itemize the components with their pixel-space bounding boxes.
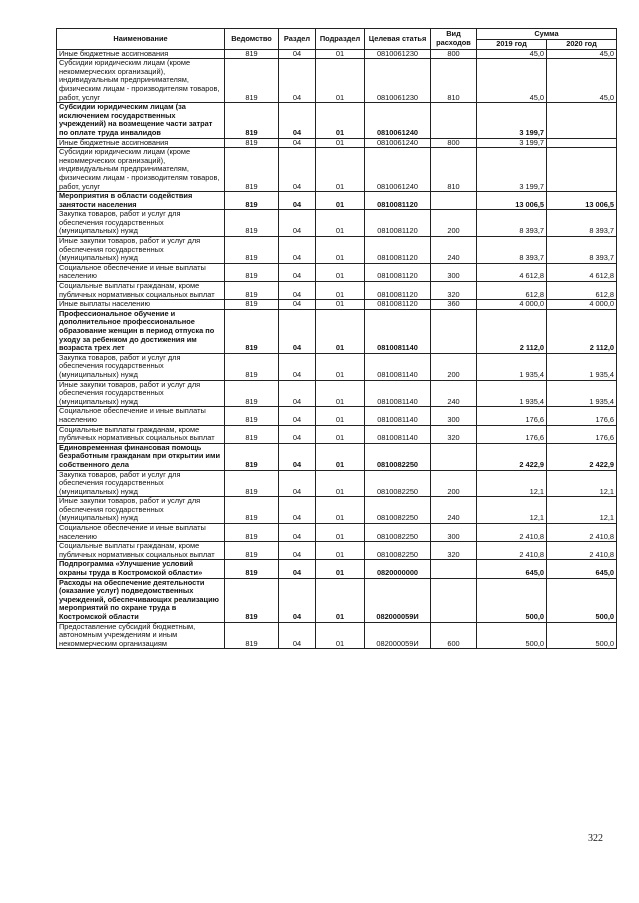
row-celevaya-statya: 0810081120 <box>365 282 431 300</box>
row-sum-2019: 8 393,7 <box>477 210 547 237</box>
row-name: Расходы на обеспечение деятельности (оказание услуг) подведомственных учреждений, обеспечивающих реализацию мероприятий по охране труда в Костромской области <box>57 578 225 622</box>
row-sum-2019: 45,0 <box>477 59 547 103</box>
row-sum-2020 <box>547 103 617 138</box>
row-sum-2019: 2 112,0 <box>477 309 547 353</box>
table-row <box>57 192 617 210</box>
row-podrazdel: 01 <box>316 237 365 264</box>
row-vid-rashodov: 800 <box>431 49 477 59</box>
row-razdel: 04 <box>279 497 316 524</box>
row-razdel: 04 <box>279 210 316 237</box>
table-row <box>57 622 617 649</box>
row-sum-2020: 12,1 <box>547 497 617 524</box>
row-podrazdel: 01 <box>316 282 365 300</box>
row-sum-2020: 13 006,5 <box>547 192 617 210</box>
row-razdel: 04 <box>279 148 316 192</box>
row-sum-2019: 4 000,0 <box>477 300 547 310</box>
row-vid-rashodov: 240 <box>431 380 477 407</box>
row-sum-2020: 2 410,8 <box>547 524 617 542</box>
table-row <box>57 380 617 407</box>
row-sum-2019: 3 199,7 <box>477 138 547 148</box>
table-row <box>57 353 617 380</box>
row-podrazdel: 01 <box>316 353 365 380</box>
row-name: Подпрограмма «Улучшение условий охраны труда в Костромской области» <box>57 560 225 578</box>
header-year-2020: 2020 год <box>547 40 617 50</box>
row-vid-rashodov: 200 <box>431 210 477 237</box>
row-vedomstvo: 819 <box>225 237 279 264</box>
row-podrazdel: 01 <box>316 210 365 237</box>
row-vedomstvo: 819 <box>225 542 279 560</box>
header-summa: Сумма <box>477 29 617 40</box>
row-podrazdel: 01 <box>316 560 365 578</box>
row-name: Социальные выплаты гражданам, кроме публичных нормативных социальных выплат <box>57 425 225 443</box>
row-celevaya-statya: 0810061230 <box>365 59 431 103</box>
row-sum-2019: 45,0 <box>477 49 547 59</box>
row-sum-2019: 13 006,5 <box>477 192 547 210</box>
row-sum-2020: 4 000,0 <box>547 300 617 310</box>
row-celevaya-statya: 0810082250 <box>365 497 431 524</box>
row-sum-2020: 500,0 <box>547 622 617 649</box>
row-vedomstvo: 819 <box>225 263 279 281</box>
row-razdel: 04 <box>279 425 316 443</box>
table-row <box>57 407 617 425</box>
row-vid-rashodov: 810 <box>431 59 477 103</box>
row-vid-rashodov <box>431 103 477 138</box>
row-vid-rashodov: 600 <box>431 622 477 649</box>
row-celevaya-statya: 0810061240 <box>365 138 431 148</box>
row-sum-2019: 612,8 <box>477 282 547 300</box>
row-podrazdel: 01 <box>316 497 365 524</box>
row-celevaya-statya: 0810082250 <box>365 443 431 470</box>
row-celevaya-statya: 0810081120 <box>365 237 431 264</box>
row-vid-rashodov: 240 <box>431 497 477 524</box>
row-celevaya-statya: 0810081140 <box>365 309 431 353</box>
row-sum-2019: 8 393,7 <box>477 237 547 264</box>
row-name: Единовременная финансовая помощь безработным гражданам при открытии ими собственного дела <box>57 443 225 470</box>
table-row <box>57 263 617 281</box>
row-celevaya-statya: 0820000000 <box>365 560 431 578</box>
row-vid-rashodov: 300 <box>431 407 477 425</box>
row-podrazdel: 01 <box>316 470 365 497</box>
row-name: Субсидии юридическим лицам (за исключением государственных учреждений) на возмещение части затрат по оплате труда инвалидов <box>57 103 225 138</box>
row-podrazdel: 01 <box>316 192 365 210</box>
row-razdel: 04 <box>279 300 316 310</box>
row-vid-rashodov <box>431 578 477 622</box>
row-vid-rashodov <box>431 560 477 578</box>
row-sum-2019: 1 935,4 <box>477 353 547 380</box>
row-vid-rashodov: 320 <box>431 425 477 443</box>
row-vid-rashodov: 300 <box>431 524 477 542</box>
row-sum-2019: 3 199,7 <box>477 148 547 192</box>
row-podrazdel: 01 <box>316 425 365 443</box>
table-row <box>57 210 617 237</box>
row-name: Иные бюджетные ассигнования <box>57 49 225 59</box>
row-vedomstvo: 819 <box>225 192 279 210</box>
row-razdel: 04 <box>279 622 316 649</box>
row-vedomstvo: 819 <box>225 59 279 103</box>
table-row <box>57 497 617 524</box>
row-razdel: 04 <box>279 138 316 148</box>
row-vedomstvo: 819 <box>225 300 279 310</box>
row-vedomstvo: 819 <box>225 560 279 578</box>
row-sum-2020: 612,8 <box>547 282 617 300</box>
row-razdel: 04 <box>279 49 316 59</box>
row-vid-rashodov <box>431 192 477 210</box>
row-razdel: 04 <box>279 353 316 380</box>
row-sum-2019: 176,6 <box>477 407 547 425</box>
row-vedomstvo: 819 <box>225 148 279 192</box>
row-celevaya-statya: 0810081140 <box>365 425 431 443</box>
table-row <box>57 443 617 470</box>
row-vid-rashodov: 320 <box>431 282 477 300</box>
row-sum-2020: 176,6 <box>547 425 617 443</box>
row-name: Социальное обеспечение и иные выплаты населению <box>57 407 225 425</box>
row-name: Иные закупки товаров, работ и услуг для обеспечения государственных (муниципальных) нужд <box>57 497 225 524</box>
row-celevaya-statya: 082000059И <box>365 622 431 649</box>
budget-table-page <box>56 28 616 649</box>
row-sum-2019: 12,1 <box>477 497 547 524</box>
table-row <box>57 282 617 300</box>
row-sum-2019: 2 422,9 <box>477 443 547 470</box>
row-sum-2019: 500,0 <box>477 622 547 649</box>
header-vedomstvo: Ведомство <box>225 29 279 50</box>
row-name: Закупка товаров, работ и услуг для обеспечения государственных (муниципальных) нужд <box>57 353 225 380</box>
row-podrazdel: 01 <box>316 59 365 103</box>
row-name: Иные закупки товаров, работ и услуг для обеспечения государственных (муниципальных) нужд <box>57 237 225 264</box>
header-celevaya-statya: Целевая статья <box>365 29 431 50</box>
row-sum-2019: 176,6 <box>477 425 547 443</box>
row-sum-2020: 2 422,9 <box>547 443 617 470</box>
row-vid-rashodov: 240 <box>431 237 477 264</box>
row-vid-rashodov: 200 <box>431 353 477 380</box>
row-podrazdel: 01 <box>316 263 365 281</box>
row-razdel: 04 <box>279 309 316 353</box>
row-vedomstvo: 819 <box>225 524 279 542</box>
row-sum-2020: 45,0 <box>547 49 617 59</box>
row-vedomstvo: 819 <box>225 425 279 443</box>
row-celevaya-statya: 0810081140 <box>365 407 431 425</box>
page-number: 322 <box>588 833 603 844</box>
row-name: Субсидии юридическим лицам (кроме некоммерческих организаций), индивидуальным предпринимателям, физическим лицам - производителям товаров, работ, услуг <box>57 148 225 192</box>
row-vedomstvo: 819 <box>225 578 279 622</box>
row-vedomstvo: 819 <box>225 407 279 425</box>
row-sum-2019: 2 410,8 <box>477 524 547 542</box>
row-sum-2020: 45,0 <box>547 59 617 103</box>
table-row <box>57 470 617 497</box>
row-vid-rashodov: 810 <box>431 148 477 192</box>
header-podrazdel: Подраздел <box>316 29 365 50</box>
row-vedomstvo: 819 <box>225 210 279 237</box>
row-vedomstvo: 819 <box>225 470 279 497</box>
row-celevaya-statya: 0810081120 <box>365 300 431 310</box>
header-year-2019: 2019 год <box>477 40 547 50</box>
row-vedomstvo: 819 <box>225 309 279 353</box>
row-sum-2020: 4 612,8 <box>547 263 617 281</box>
row-podrazdel: 01 <box>316 578 365 622</box>
row-podrazdel: 01 <box>316 148 365 192</box>
row-name: Социальное обеспечение и иные выплаты населению <box>57 524 225 542</box>
row-celevaya-statya: 0810081120 <box>365 263 431 281</box>
row-podrazdel: 01 <box>316 542 365 560</box>
row-sum-2019: 3 199,7 <box>477 103 547 138</box>
row-razdel: 04 <box>279 192 316 210</box>
row-sum-2019: 500,0 <box>477 578 547 622</box>
row-celevaya-statya: 0810061230 <box>365 49 431 59</box>
table-row <box>57 148 617 192</box>
row-razdel: 04 <box>279 407 316 425</box>
row-razdel: 04 <box>279 470 316 497</box>
row-celevaya-statya: 0810081140 <box>365 353 431 380</box>
row-name: Иные выплаты населению <box>57 300 225 310</box>
table-row <box>57 237 617 264</box>
table-body <box>57 49 617 649</box>
row-vid-rashodov: 800 <box>431 138 477 148</box>
row-celevaya-statya: 0810081120 <box>365 210 431 237</box>
row-podrazdel: 01 <box>316 300 365 310</box>
row-podrazdel: 01 <box>316 407 365 425</box>
row-podrazdel: 01 <box>316 309 365 353</box>
row-razdel: 04 <box>279 542 316 560</box>
row-vid-rashodov: 320 <box>431 542 477 560</box>
row-podrazdel: 01 <box>316 524 365 542</box>
table-row <box>57 425 617 443</box>
row-sum-2019: 2 410,8 <box>477 542 547 560</box>
row-razdel: 04 <box>279 524 316 542</box>
row-razdel: 04 <box>279 237 316 264</box>
row-vid-rashodov: 300 <box>431 263 477 281</box>
row-sum-2020: 1 935,4 <box>547 353 617 380</box>
row-razdel: 04 <box>279 380 316 407</box>
row-vedomstvo: 819 <box>225 497 279 524</box>
row-name: Социальные выплаты гражданам, кроме публичных нормативных социальных выплат <box>57 282 225 300</box>
row-vid-rashodov <box>431 443 477 470</box>
row-name: Мероприятия в области содействия занятости населения <box>57 192 225 210</box>
row-razdel: 04 <box>279 263 316 281</box>
row-name: Закупка товаров, работ и услуг для обеспечения государственных (муниципальных) нужд <box>57 470 225 497</box>
row-podrazdel: 01 <box>316 103 365 138</box>
row-vedomstvo: 819 <box>225 103 279 138</box>
table-row <box>57 542 617 560</box>
row-vedomstvo: 819 <box>225 49 279 59</box>
row-vedomstvo: 819 <box>225 138 279 148</box>
row-name: Иные бюджетные ассигнования <box>57 138 225 148</box>
row-podrazdel: 01 <box>316 380 365 407</box>
table-row <box>57 59 617 103</box>
row-razdel: 04 <box>279 103 316 138</box>
row-sum-2020: 176,6 <box>547 407 617 425</box>
table-row <box>57 309 617 353</box>
row-celevaya-statya: 0810081140 <box>365 380 431 407</box>
row-celevaya-statya: 0810082250 <box>365 470 431 497</box>
row-name: Закупка товаров, работ и услуг для обеспечения государственных (муниципальных) нужд <box>57 210 225 237</box>
row-podrazdel: 01 <box>316 138 365 148</box>
row-vid-rashodov: 200 <box>431 470 477 497</box>
row-sum-2020: 8 393,7 <box>547 237 617 264</box>
row-sum-2020: 645,0 <box>547 560 617 578</box>
row-sum-2019: 1 935,4 <box>477 380 547 407</box>
row-name: Профессиональное обучение и дополнительное профессиональное образование женщин в период отпуска по уходу за ребенком до достижения им возраста трех лет <box>57 309 225 353</box>
header-vid-rashodov: Вид расходов <box>431 29 477 50</box>
row-sum-2019: 645,0 <box>477 560 547 578</box>
row-sum-2020: 2 112,0 <box>547 309 617 353</box>
row-sum-2020: 500,0 <box>547 578 617 622</box>
row-celevaya-statya: 082000059И <box>365 578 431 622</box>
row-razdel: 04 <box>279 59 316 103</box>
row-vedomstvo: 819 <box>225 443 279 470</box>
row-vedomstvo: 819 <box>225 380 279 407</box>
row-sum-2020 <box>547 148 617 192</box>
row-sum-2020: 8 393,7 <box>547 210 617 237</box>
row-name: Иные закупки товаров, работ и услуг для обеспечения государственных (муниципальных) нужд <box>57 380 225 407</box>
row-razdel: 04 <box>279 443 316 470</box>
row-podrazdel: 01 <box>316 622 365 649</box>
row-vid-rashodov: 360 <box>431 300 477 310</box>
row-podrazdel: 01 <box>316 49 365 59</box>
row-celevaya-statya: 0810082250 <box>365 524 431 542</box>
table-row <box>57 300 617 310</box>
row-name: Социальные выплаты гражданам, кроме публичных нормативных социальных выплат <box>57 542 225 560</box>
row-sum-2019: 4 612,8 <box>477 263 547 281</box>
header-razdel: Раздел <box>279 29 316 50</box>
row-name: Предоставление субсидий бюджетным, автономным учреждениям и иным некоммерческим организациям <box>57 622 225 649</box>
row-name: Субсидии юридическим лицам (кроме некоммерческих организаций), индивидуальным предпринимателям, физическим лицам - производителям товаров, работ, услуг <box>57 59 225 103</box>
row-sum-2020: 1 935,4 <box>547 380 617 407</box>
row-razdel: 04 <box>279 578 316 622</box>
row-celevaya-statya: 0810061240 <box>365 148 431 192</box>
row-vedomstvo: 819 <box>225 282 279 300</box>
table-row <box>57 524 617 542</box>
row-razdel: 04 <box>279 282 316 300</box>
row-celevaya-statya: 0810082250 <box>365 542 431 560</box>
table-row <box>57 578 617 622</box>
table-row <box>57 560 617 578</box>
budget-table <box>56 28 617 649</box>
row-name: Социальное обеспечение и иные выплаты населению <box>57 263 225 281</box>
row-celevaya-statya: 0810081120 <box>365 192 431 210</box>
header-name: Наименование <box>57 29 225 50</box>
row-vid-rashodov <box>431 309 477 353</box>
row-vedomstvo: 819 <box>225 353 279 380</box>
row-sum-2019: 12,1 <box>477 470 547 497</box>
row-sum-2020: 2 410,8 <box>547 542 617 560</box>
row-celevaya-statya: 0810061240 <box>365 103 431 138</box>
row-vedomstvo: 819 <box>225 622 279 649</box>
table-header <box>57 29 617 50</box>
row-razdel: 04 <box>279 560 316 578</box>
table-row <box>57 103 617 138</box>
row-sum-2020 <box>547 138 617 148</box>
row-podrazdel: 01 <box>316 443 365 470</box>
row-sum-2020: 12,1 <box>547 470 617 497</box>
